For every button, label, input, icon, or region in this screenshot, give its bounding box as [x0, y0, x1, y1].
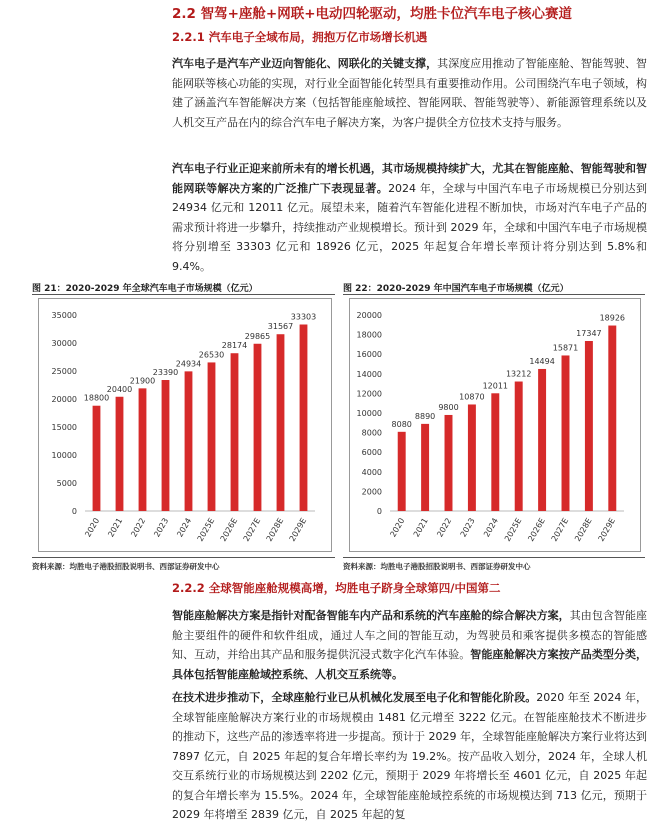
data-label-2027E: 15871 [552, 343, 579, 353]
bar-2025E [515, 382, 523, 511]
x-tick-label-2023: 2023 [458, 516, 477, 539]
data-label-2022: 21900 [129, 376, 156, 386]
y-tick-label: 2000 [361, 487, 382, 497]
data-label-2024: 24934 [175, 359, 202, 369]
y-tick-label: 20000 [356, 311, 382, 320]
x-tick-label-2021: 2021 [411, 516, 430, 539]
bar-2022 [445, 415, 453, 511]
global-auto-electronics-chart [39, 299, 331, 551]
x-tick-label-2026E: 2026E [526, 516, 547, 544]
bar-2020 [93, 406, 101, 511]
y-tick-label: 5000 [56, 479, 77, 488]
data-label-2027E: 29865 [244, 331, 271, 341]
figure-22-source: 资料来源：均胜电子港股招股说明书、西部证券研发中心 [343, 562, 531, 571]
x-tick-label-2026E: 2026E [218, 516, 240, 544]
figure-22-frame [349, 298, 641, 552]
figure-22-caption: 图 22：2020-2029 年中国汽车电子市场规模（亿元） [343, 284, 569, 294]
data-label-2021: 20400 [106, 384, 133, 394]
y-tick-label: 20000 [51, 395, 77, 404]
figure-21-frame [38, 298, 332, 552]
figure-22-divider [343, 294, 645, 295]
paragraph-4 [172, 688, 647, 825]
data-label-2029E: 18926 [599, 313, 626, 323]
x-tick-label-2028E: 2028E [264, 516, 286, 544]
paragraph-2-body: 2024 年，全球与中国汽车电子市场规模已分别达到 24934 亿元和 12011 亿元。展望未来，随着汽车智能化进程不断加快，市场对汽车电子产品的需求预计将进一步攀升，持续推动产业规模增长。预计到 2029 年，全球和中国汽车电子市场规模将分别增至 33303 亿元和 18926 亿元，2025 年起复合年增长率预计将分别达到 5.8%和 9.4%。 [172, 181, 647, 273]
bar-2027E [254, 344, 262, 511]
paragraph-3-lead: 智能座舱解决方案是指针对配备智能车内产品和系统的汽车座舱的综合解决方案， [172, 609, 570, 622]
x-tick-label-2027E: 2027E [549, 516, 571, 544]
figure-21-divider [32, 294, 335, 295]
bar-2027E [562, 355, 570, 511]
data-label-2023: 23390 [152, 368, 179, 378]
bar-2020 [398, 432, 406, 511]
data-label-2026E: 28174 [221, 341, 248, 351]
section-title: 2.2 智驾+座舱+网联+电动四轮驱动，均胜卡位汽车电子核心赛道 [172, 6, 573, 22]
data-label-2026E: 14494 [529, 356, 555, 366]
bar-2022 [139, 388, 147, 511]
x-tick-label-2029E: 2029E [287, 516, 309, 544]
y-tick-label: 18000 [356, 330, 382, 340]
data-label-2023: 10870 [459, 392, 485, 402]
figure-21-source: 资料来源：均胜电子港股招股说明书、西部证券研发中心 [32, 562, 220, 571]
bar-2024 [185, 371, 193, 511]
x-tick-label-2029E: 2029E [596, 516, 618, 544]
y-tick-label: 15000 [51, 423, 77, 432]
y-tick-label: 12000 [356, 389, 382, 399]
data-label-2025E: 26530 [198, 350, 225, 360]
x-tick-label-2028E: 2028E [573, 516, 594, 544]
bar-2024 [491, 393, 499, 511]
bar-2026E [231, 353, 239, 511]
paragraph-4-lead: 在技术进步推动下，全球座舱行业已从机械化发展至电子化和智能化阶段。 [172, 691, 537, 704]
data-label-2024: 12011 [482, 381, 509, 391]
data-label-2025E: 13212 [505, 369, 532, 379]
bar-2028E [277, 334, 285, 511]
y-tick-label: 10000 [51, 451, 77, 460]
data-label-2020: 18800 [83, 393, 110, 403]
y-tick-label: 16000 [356, 350, 382, 360]
y-tick-label: 0 [376, 507, 382, 516]
bar-2023 [468, 404, 476, 511]
bar-2023 [162, 380, 170, 511]
data-label-2022: 9800 [438, 402, 459, 412]
x-tick-label-2025E: 2025E [502, 516, 524, 544]
figure-22-source-divider [343, 557, 645, 558]
y-tick-label: 8000 [361, 428, 382, 438]
paragraph-1-body: 其深度应用推动了智能座舱、智能驾驶、智能网联等核心功能的实现，对行业全面智能化转型具有重要推动作用。公司围绕汽车电子领域，构建了涵盖汽车智能解决方案（包括智能座舱域控、智能网联、智能驾驶等）、新能源管理系统以及人机交互产品在内的综合汽车电子解决方案，为客户提供全方位技术支持与服务。 [172, 57, 648, 129]
y-tick-label: 14000 [356, 369, 382, 379]
paragraph-1 [172, 54, 647, 132]
figure-21-caption: 图 21：2020-2029 年全球汽车电子市场规模（亿元） [32, 284, 258, 294]
paragraph-2-lead: 汽车电子行业正迎来前所未有的增长机遇，其市场规模持续扩大，尤其在智能座舱、智能驾驶和智能网联等解决方案的广泛推广下表现显著。 [172, 162, 647, 195]
x-tick-label-2027E: 2027E [241, 516, 263, 544]
paragraph-3-body: 其由包含智能座舱主要组件的硬件和软件组成，通过人车之间的智能互动，为驾驶员和乘客提供多模态的智能感知、互动，并给出其产品和服务提供沉浸式数字化汽车体验。 [172, 609, 648, 661]
bar-2029E [608, 326, 616, 511]
data-label-2028E: 31567 [267, 322, 294, 332]
bar-2021 [421, 424, 429, 511]
data-label-2029E: 33303 [290, 312, 317, 322]
y-tick-label: 30000 [51, 339, 77, 348]
figure-21-source-divider [32, 557, 335, 558]
x-tick-label-2023: 2023 [152, 516, 171, 539]
data-label-2028E: 17347 [576, 328, 602, 338]
y-tick-label: 25000 [51, 367, 77, 376]
x-tick-label-2020: 2020 [83, 516, 102, 539]
y-tick-label: 6000 [361, 448, 382, 458]
china-auto-electronics-chart [350, 299, 640, 551]
bar-2029E [300, 325, 308, 511]
subsection-title-2: 2.2.2 全球智能座舱规模高增，均胜电子跻身全球第四/中国第二 [172, 581, 501, 595]
x-tick-label-2021: 2021 [106, 516, 125, 539]
bar-2021 [116, 397, 124, 511]
paragraph-3 [172, 606, 647, 684]
y-tick-label: 0 [71, 507, 77, 516]
paragraph-1-lead: 汽车电子是汽车产业迈向智能化、网联化的关键支撑， [172, 57, 438, 70]
data-label-2020: 8080 [391, 419, 412, 429]
x-tick-label-2022: 2022 [129, 516, 148, 539]
x-tick-label-2025E: 2025E [195, 516, 217, 544]
bar-2028E [585, 341, 593, 511]
paragraph-4-body: 2020 年至 2024 年，全球智能座舱解决方案行业的市场规模由 1481 亿元增至 3222 亿元。在智能座舱技术不断进步的推动下，这些产品的渗透率将进一步提高。预计于 2029 年，全球智能座舱解决方案行业将达到 7897 亿元，自 2025 年起的复合年增长率约为 19.2%。按产品收入划分，2024 年，全球人机交互系统行业的市场规模达到 2202 亿元，预期于 2029 年将增长至 4601 亿元，自 2025 年起的复合年增长率为 15.5%。2024 年，全球智能座舱域控系统的市场规模达到 713 亿元，预期于 2029 年将增至 2839 亿元，自 2025 年起的复 [172, 691, 647, 821]
y-tick-label: 10000 [356, 409, 382, 418]
subsection-title-1: 2.2.1 汽车电子全域布局，拥抱万亿市场增长机遇 [172, 30, 428, 44]
x-tick-label-2022: 2022 [435, 516, 454, 539]
paragraph-2 [172, 159, 647, 276]
data-label-2021: 8890 [414, 411, 436, 421]
x-tick-label-2024: 2024 [482, 516, 501, 539]
y-tick-label: 35000 [51, 311, 77, 320]
y-tick-label: 4000 [361, 467, 382, 477]
x-tick-label-2020: 2020 [388, 516, 407, 539]
paragraph-3-tail: 智能座舱解决方案按产品类型分类，具体包括智能座舱域控系统、人机交互系统等。 [172, 648, 648, 681]
bar-2026E [538, 369, 546, 511]
bar-2025E [208, 362, 216, 511]
x-tick-label-2024: 2024 [175, 516, 194, 539]
